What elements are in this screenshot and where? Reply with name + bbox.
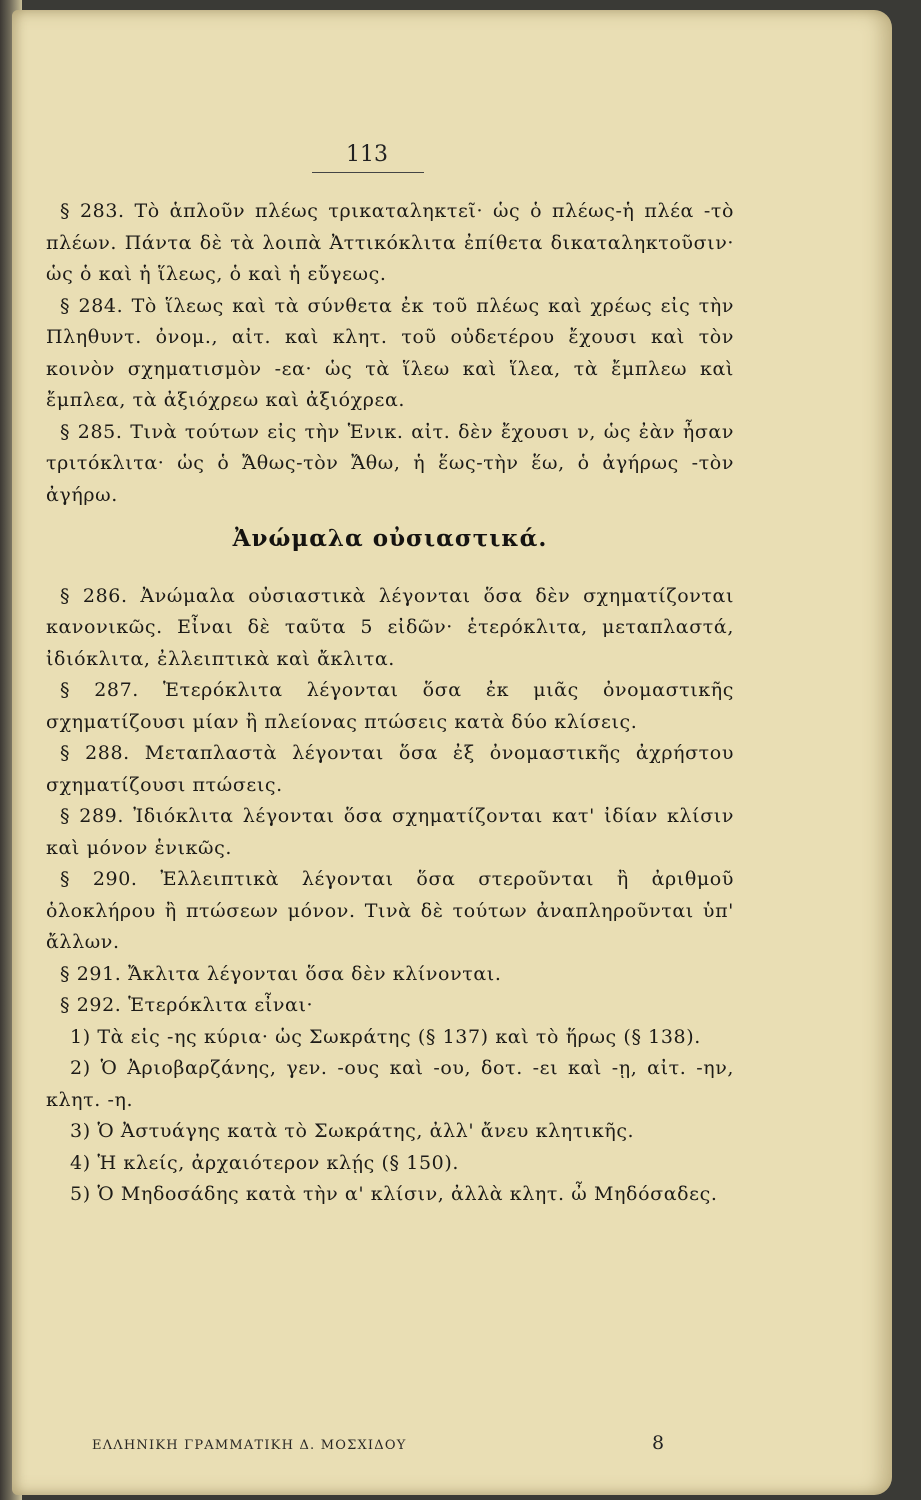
paragraph: § 286. Ἀνώμαλα οὐσιαστικὰ λέγονται ὅσα δὲν σχηματίζονται κανονικῶς. Εἶναι δὲ ταῦτα 5 εἰδῶν· ἑτερόκλιτα, μεταπλαστά, ἰδιόκλιτα, ἐλλειπτικὰ καὶ ἄκλιτα.: [46, 584, 734, 670]
page-number-rule: [312, 172, 424, 173]
paragraph: § 284. Τὸ ἵλεως καὶ τὰ σύνθετα ἐκ τοῦ πλέως καὶ χρέως εἰς τὴν Πληθυντ. ὀνομ., αἰτ. καὶ κλητ. τοῦ οὐδετέρου ἔχουσι καὶ τὸν κοινὸν σχηματισμὸν -εα· ὡς τὰ ἵλεω καὶ ἵλεα, τὰ ἔμπλεω καὶ ἔμπλεα, τὰ ἀξιόχρεω καὶ ἀξιόχρεα.: [46, 294, 734, 411]
paragraph: § 288. Μεταπλαστὰ λέγονται ὅσα ἐξ ὀνομαστικῆς ἀχρήστου σχηματίζουσι πτώσεις.: [46, 742, 734, 796]
section-heading: Ἀνώμαλα οὐσιαστικά.: [232, 525, 548, 552]
paragraph: § 283. Τὸ ἁπλοῦν πλέως τρικαταληκτεῖ· ὡς ὁ πλέως-ἡ πλέα -τὸ πλέων. Πάντα δὲ τὰ λοιπὰ Ἀττικόκλιτα ἐπίθετα δικαταληκτοῦσιν· ὡς ὁ καὶ ἡ ἵλεως, ὁ καὶ ἡ εὔγεως.: [46, 200, 734, 285]
list-item: 3) Ὁ Ἀστυάγης κατὰ τὸ Σωκράτης, ἀλλ' ἄνευ κλητικῆς.: [70, 1120, 635, 1142]
main-text: [46, 196, 734, 1211]
paragraph: § 292. Ἑτερόκλιτα εἶναι·: [60, 994, 314, 1016]
signature-number: 8: [652, 1432, 665, 1454]
paragraph: § 290. Ἐλλειπτικὰ λέγονται ὅσα στεροῦνται ἢ ἀριθμοῦ ὁλοκλήρου ἢ πτώσεων μόνον. Τινὰ δὲ τούτων ἀναπληροῦνται ὑπ' ἄλλων.: [46, 868, 734, 953]
irregular-nouns-list: [46, 1022, 734, 1211]
paragraph: § 289. Ἰδιόκλιτα λέγονται ὅσα σχηματίζονται κατ' ἰδίαν κλίσιν καὶ μόνον ἑνικῶς.: [46, 805, 734, 859]
list-item: 5) Ὁ Μηδοσάδης κατὰ τὴν α' κλίσιν, ἀλλὰ κλητ. ὦ Μηδόσαδες.: [70, 1183, 718, 1205]
page-footer: ΕΛΛΗΝΙΚΗ ΓΡΑΜΜΑΤΙΚΗ Δ. ΜΟΣΧΙΔΟΥ: [92, 1438, 407, 1453]
list-item: 4) Ἡ κλείς, ἀρχαιότερον κλῄς (§ 150).: [70, 1151, 459, 1174]
paragraph: § 287. Ἑτερόκλιτα λέγονται ὅσα ἐκ μιᾶς ὀνομαστικῆς σχηματίζουσι μίαν ἢ πλείονας πτώσεις κατὰ δύο κλίσεις.: [46, 679, 734, 733]
list-item: 1) Τὰ εἰς -ης κύρια· ὡς Σωκράτης (§ 137) καὶ τὸ ἥρως (§ 138).: [70, 1025, 701, 1048]
book-page: [12, 10, 892, 1495]
paragraph: § 291. Ἄκλιτα λέγονται ὅσα δὲν κλίνονται.: [60, 962, 502, 985]
list-item: 2) Ὁ Ἀριοβαρζάνης, γεν. -ους καὶ -ου, δοτ. -ει καὶ -ῃ, αἰτ. -ην, κλητ. -η.: [46, 1057, 734, 1111]
page-number: 113: [346, 142, 388, 167]
paragraph: § 285. Τινὰ τούτων εἰς τὴν Ἑνικ. αἰτ. δὲν ἔχουσι ν, ὡς ἐὰν ἦσαν τριτόκλιτα· ὡς ὁ Ἄθως-τὸν Ἄθω, ἡ ἕως-τὴν ἕω, ὁ ἀγήρως -τὸν ἀγήρω.: [46, 420, 734, 506]
